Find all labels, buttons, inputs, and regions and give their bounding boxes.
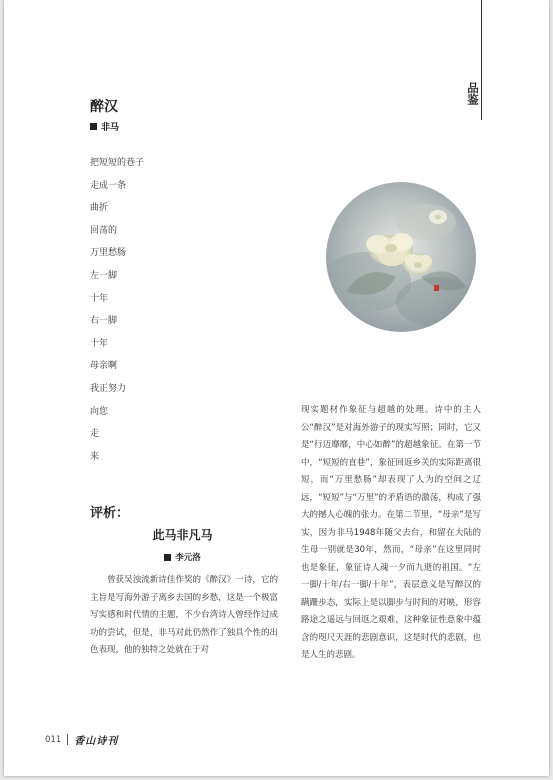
poem-line: 走成一条 [90,180,127,191]
poem-line: 向您 [90,406,109,417]
poem-line: 我正努力 [90,383,127,394]
poem-line: 万里愁肠 [90,248,127,259]
article-author: 李元洛 [175,553,201,563]
poem-author: 非马 [101,123,120,133]
magazine-page [4,0,549,776]
top-divider-line [481,0,482,120]
poem-line: 十年 [90,338,109,349]
poem-line: 走 [90,429,100,440]
bullet-square-icon [164,554,171,561]
poem-line: 母亲啊 [90,361,118,372]
poem-line: 十年 [90,293,109,304]
poem-line: 左一脚 [90,270,118,281]
article-author-line [90,551,275,563]
poem-body [90,152,144,468]
article-text-right: 现实题材作象征与超越的处理。诗中的主人公“醉汉”是对海外游子的现实写照；同时，它又是“行迈靡靡，中心如醉”的超越象征。在第一节中，“短短的直巷”，象征回返乡关的实际距离很短，而“万里愁肠”却表现了人为的空间之辽远，“短短”与“万里”的矛盾语的激荡，构成了强大的撼人心魄的张力。在第二节里，“母亲”是写实，因为非马1948年随父去台，和留在大陆的生母一别就是30年，然而，“母亲”在这里同时也是象征，象征诗人魂一夕而九逝的祖国。“左一脚/十年/右一脚/十年”，表层意义是写醉汉的蹒跚步态，实际上是以脚步与时间的对映，形容路途之遥远与回返之艰难，这种象征性意象中蕴含的咫尺天涯的悲剧意识，这是时代的悲剧，也是人生的悲剧。 [301,405,481,660]
poem-title: 醉汉 [90,99,118,115]
section-label: 品鉴 [466,82,480,105]
poem-line: 右一脚 [90,316,118,327]
poem-author-line [90,120,119,133]
article-title: 此马非凡马 [152,528,213,542]
article-text-left: 曾获吴浊流新诗佳作奖的《醉汉》一诗，它的主旨是写海外游子离乡去国的乡愁，这是一个极富写实感和时代情的主题，不少台湾诗人曾经作过成功的尝试，但是，非马对此仍然作了独具个性的出色表现，他的独特之处就在于对 [90,575,278,655]
page-footer [45,732,118,747]
magazine-logo: 香山诗刊 [74,736,119,747]
analysis-heading: 评析： [90,506,130,521]
flower-painting-image [326,182,476,332]
page-number: 011 [45,734,62,745]
footer-divider [67,734,68,745]
poem-line: 回荡的 [90,225,118,236]
bullet-square-icon [90,123,97,130]
poem-line: 把短短的巷子 [90,158,145,168]
poem-line: 来 [90,451,100,462]
poem-line: 曲折 [90,203,109,214]
